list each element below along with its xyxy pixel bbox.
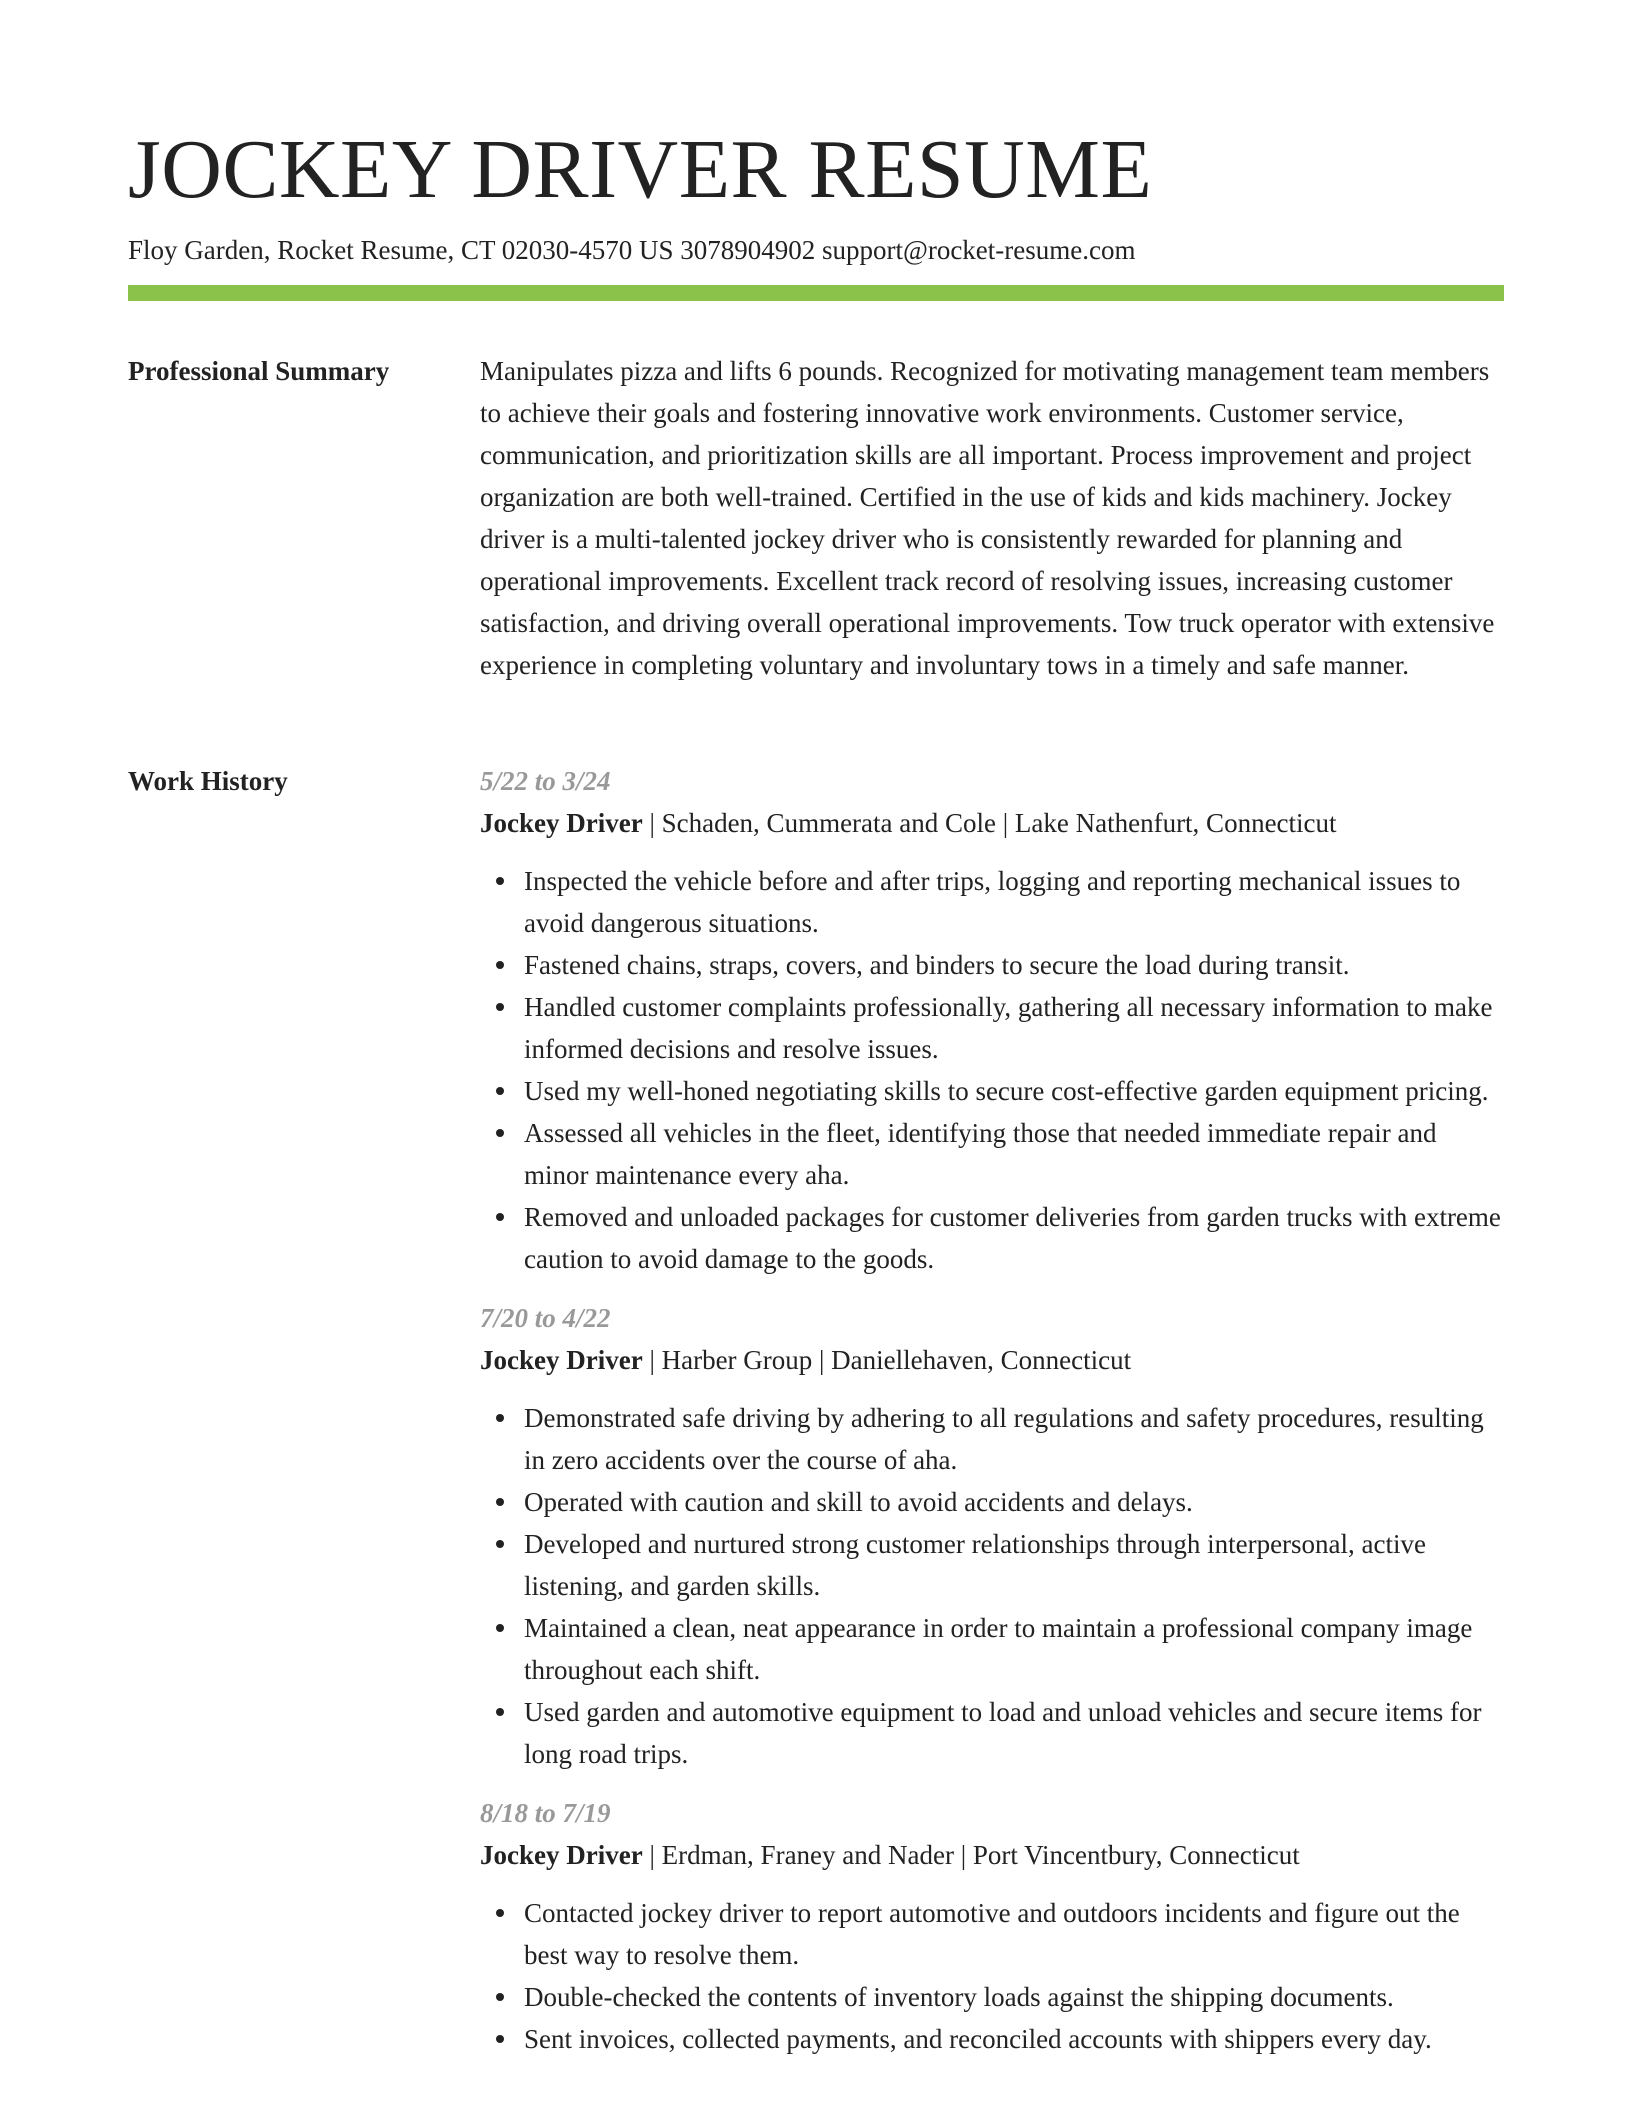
job-heading: [480, 802, 1504, 844]
job-employer-location: | Erdman, Franey and Nader | Port Vincentbury, Connecticut: [642, 1840, 1300, 1870]
job-bullet-list: [480, 1397, 1504, 1775]
job-bullet: Operated with caution and skill to avoid accidents and delays.: [524, 1481, 1504, 1523]
job-title: Jockey Driver: [480, 808, 643, 838]
job-bullet: Assessed all vehicles in the fleet, identifying those that needed immediate repair and minor maintenance every aha.: [524, 1112, 1504, 1196]
summary-body: [480, 350, 1504, 686]
job-employer-location: | Schaden, Cummerata and Cole | Lake Nathenfurt, Connecticut: [642, 808, 1337, 838]
job-dates: 7/20 to 4/22: [480, 1303, 611, 1333]
work-history-body: [480, 760, 1504, 2077]
job-heading: [480, 1339, 1504, 1381]
job-bullet: Developed and nurtured strong customer relationships through interpersonal, active listening, and garden skills.: [524, 1523, 1504, 1607]
job-bullet: Fastened chains, straps, covers, and binders to secure the load during transit.: [524, 944, 1504, 986]
job-bullet-list: [480, 860, 1504, 1280]
job-entry: [480, 1297, 1504, 1775]
job-entry: [480, 1792, 1504, 2060]
header-divider: [128, 285, 1504, 301]
job-employer-location: | Harber Group | Daniellehaven, Connecticut: [642, 1345, 1132, 1375]
job-bullet: Used garden and automotive equipment to load and unload vehicles and secure items for long road trips.: [524, 1691, 1504, 1775]
job-heading: [480, 1834, 1504, 1876]
section-label-summary: Professional Summary: [128, 356, 390, 386]
job-bullet: Demonstrated safe driving by adhering to all regulations and safety procedures, resulting in zero accidents over the course of aha.: [524, 1397, 1504, 1481]
job-bullet: Contacted jockey driver to report automotive and outdoors incidents and figure out the best way to resolve them.: [524, 1892, 1504, 1976]
contact-info: Floy Garden, Rocket Resume, CT 02030-4570 US 3078904902 support@rocket-resume.com: [128, 235, 1136, 265]
job-bullet: Maintained a clean, neat appearance in order to maintain a professional company image throughout each shift.: [524, 1607, 1504, 1691]
job-dates: 5/22 to 3/24: [480, 766, 611, 796]
resume-title: JOCKEY DRIVER RESUME: [128, 123, 1153, 216]
summary-text: Manipulates pizza and lifts 6 pounds. Recognized for motivating management team members to achieve their goals and fostering innovative work environments. Customer service, communication, and prioritization skills are all important. Process improvement and project organization are both well-trained. Certified in the use of kids and kids machinery. Jockey driver is a multi-talented jockey driver who is consistently rewarded for planning and operational improvements. Excellent track record of resolving issues, increasing customer satisfaction, and driving overall operational improvements. Tow truck operator with extensive experience in completing voluntary and involuntary tows in a timely and safe manner.: [480, 356, 1495, 680]
job-bullet: Sent invoices, collected payments, and reconciled accounts with shippers every day.: [524, 2018, 1504, 2060]
job-dates: 8/18 to 7/19: [480, 1798, 611, 1828]
job-bullet-list: [480, 1892, 1504, 2060]
job-title: Jockey Driver: [480, 1840, 643, 1870]
job-bullet: Removed and unloaded packages for customer deliveries from garden trucks with extreme caution to avoid damage to the goods.: [524, 1196, 1504, 1280]
job-title: Jockey Driver: [480, 1345, 643, 1375]
job-bullet: Inspected the vehicle before and after trips, logging and reporting mechanical issues to avoid dangerous situations.: [524, 860, 1504, 944]
job-bullet: Double-checked the contents of inventory loads against the shipping documents.: [524, 1976, 1504, 2018]
job-bullet: Used my well-honed negotiating skills to secure cost-effective garden equipment pricing.: [524, 1070, 1504, 1112]
job-bullet: Handled customer complaints professionally, gathering all necessary information to make informed decisions and resolve issues.: [524, 986, 1504, 1070]
section-label-work-history: Work History: [128, 766, 288, 796]
job-entry: [480, 760, 1504, 1280]
